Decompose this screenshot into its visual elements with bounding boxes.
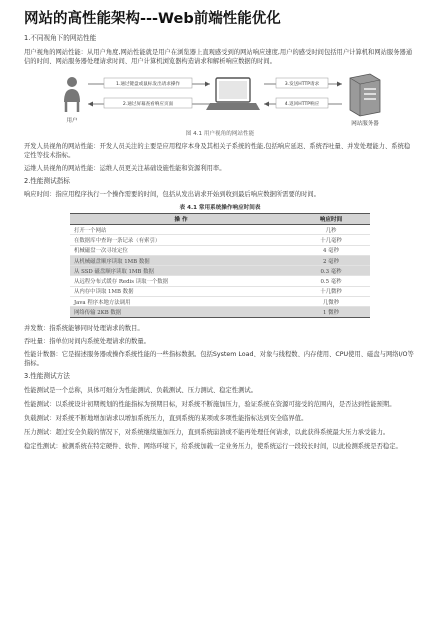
col-header-operation: 操 作	[70, 214, 292, 225]
section-1-heading: 1.不同视角下的网站性能	[24, 34, 97, 42]
figure-arrow3-text: 3.发送HTTP请求	[284, 82, 320, 87]
table-row	[70, 297, 370, 307]
page-title: 网站的高性能架构---Web前端性能优化	[24, 11, 281, 27]
figure-diagram	[24, 72, 416, 128]
table-header-row	[70, 214, 370, 225]
table-row	[70, 307, 370, 317]
operation-cell: 从内存中读取 1MB 数据	[70, 286, 292, 296]
table-row	[70, 235, 370, 245]
stress-test-paragraph: 压力测试：超过安全负载的情况下，对系统继续施加压力，直到系统崩溃或不能再处理任何请求，以此获得系统最大压力承受能力。	[24, 428, 390, 436]
load-test-paragraph: 负载测试：对系统不断地增加请求以增加系统压力，直到系统的某项或多项性能指标达到安全临界值。	[24, 414, 308, 422]
operation-cell: Java 程序本地方法调用	[70, 297, 292, 307]
section-3-heading: 3.性能测试方法	[24, 371, 70, 380]
user-view-paragraph: 用户视角的网站性能：从用户角度,网站性能就是用户在浏览器上直观感受到的网站响应速度,用户的感受时间包括用户计算机和网站服务器通信的时间、网站服务器处理请求时间、用户计算机浏览器构造请求和解析响应数据的时间。	[24, 49, 413, 65]
figure-arrowhead-right-icon	[205, 82, 210, 87]
time-cell: 2 毫秒	[292, 255, 370, 265]
time-cell: 1 微秒	[292, 307, 370, 317]
figure-arrow1-text: 1.通过键盘或鼠标发出请求操作	[115, 82, 181, 87]
test-intro-paragraph: 性能测试是一个总称，具体可细分为性能测试、负载测试、压力测试、稳定性测试。	[24, 386, 257, 394]
time-cell: 0.5 毫秒	[292, 276, 370, 286]
operation-cell: 从 SSD 磁盘顺序读取 1MB 数据	[70, 266, 292, 276]
time-cell: 十几毫秒	[292, 235, 370, 245]
user-person-icon	[64, 77, 80, 112]
section-2-heading: 2.性能测试指标	[24, 177, 70, 185]
ops-view-paragraph: 运维人员视角的网站性能：运维人员更关注基础设施性能和资源利用率。	[24, 165, 226, 172]
operation-cell: 打开一个网站	[70, 225, 292, 235]
figure-arrow4-text: 4.返回HTTP响应	[284, 102, 320, 107]
laptop-icon	[206, 78, 260, 110]
operation-cell: 从远程分布式缓存 Redis 读取一个数据	[70, 276, 292, 286]
operation-cell: 机械磁盘一次寻址定位	[70, 245, 292, 255]
figure-arrow2-text: 2.通过屏幕查看响应页面	[122, 102, 174, 107]
table-row	[70, 255, 370, 265]
dev-view-paragraph: 开发人员视角的网站性能：开发人员关注的主要是应用程序本身及其相关子系统的性能,包括响应延迟、系统吞吐量、并发处理能力、系统稳定性等技术指标。	[24, 143, 411, 159]
table-caption: 表 4.1 常用系统操作响应时间表	[179, 205, 261, 211]
operation-cell: 从机械磁盘顺序读取 1MB 数据	[70, 255, 292, 265]
time-cell: 4 毫秒	[292, 245, 370, 255]
stability-test-paragraph: 稳定性测试：被测系统在特定硬件、软件、网络环境下，给系统加载一定业务压力，使系统运行一段较长时间，以此检测系统是否稳定。	[24, 442, 402, 450]
figure-user-label: 用户	[66, 118, 78, 124]
operation-cell: 网络传输 2KB 数据	[70, 307, 292, 317]
figure-caption: 图 4.1 用户视角的网站性能	[185, 131, 255, 137]
server-icon	[350, 74, 380, 116]
perf-test-paragraph: 性能测试：以系统设计初期规划的性能指标为预期目标，对系统不断施加压力，验证系统在资源可接受的范围内，是否达到性能预期。	[24, 400, 396, 408]
user-view-figure	[24, 72, 416, 128]
concurrency-paragraph: 并发数：指系统能够同时处理请求的数目。	[24, 324, 144, 332]
time-cell: 十几微秒	[292, 286, 370, 296]
response-time-paragraph: 响应时间：指应用程序执行一个操作需要的时间，包括从发出请求开始到收到最后响应数据所需要的时间。	[24, 191, 320, 198]
figure-server-label: 网站服务器	[351, 121, 379, 127]
table-row	[70, 225, 370, 235]
response-time-table	[70, 213, 370, 318]
throughput-paragraph: 吞吐量：指单位时间内系统处理请求的数量。	[24, 337, 150, 345]
figure-arrowhead-left-icon	[88, 102, 93, 107]
table-row	[70, 245, 370, 255]
time-cell: 几秒	[292, 225, 370, 235]
figure-arrowhead-right-2-icon	[337, 82, 342, 87]
table-row	[70, 286, 370, 296]
time-cell: 0.3 毫秒	[292, 266, 370, 276]
operation-cell: 在数据库中查询一条记录（有索引）	[70, 235, 292, 245]
counters-paragraph: 性能计数器：它是描述服务器或操作系统性能的一些指标数据。包括System Load、对象与线程数、内存使用、CPU使用、磁盘与网络I/O等指标。	[24, 350, 414, 367]
figure-arrowhead-left-2-icon	[264, 102, 269, 107]
table-row	[70, 276, 370, 286]
time-cell: 几微秒	[292, 297, 370, 307]
col-header-response-time: 响应时间	[292, 214, 370, 225]
table-row	[70, 266, 370, 276]
